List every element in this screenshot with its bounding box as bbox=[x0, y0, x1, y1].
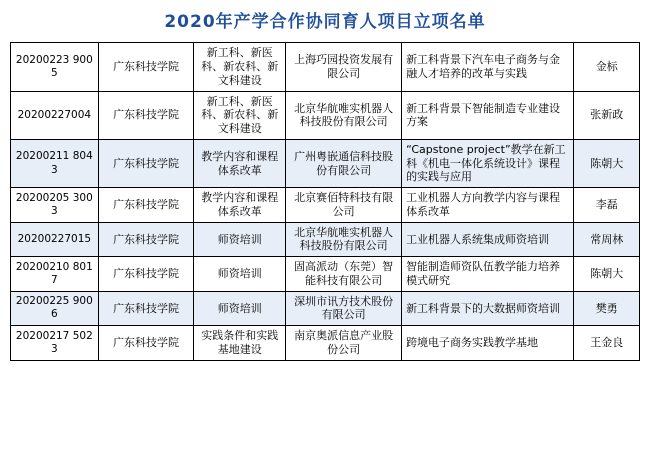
cell-school: 广东科技学院 bbox=[98, 291, 194, 326]
table-row bbox=[11, 188, 640, 223]
table-row bbox=[11, 139, 640, 187]
cell-code: 20200217 5023 bbox=[11, 326, 99, 361]
cell-type: 师资培训 bbox=[194, 222, 286, 257]
cell-code: 20200227004 bbox=[11, 91, 99, 139]
cell-school: 广东科技学院 bbox=[98, 43, 194, 91]
cell-project: 智能制造师资队伍教学能力培养模式研究 bbox=[402, 257, 574, 292]
table-row bbox=[11, 222, 640, 257]
table-body bbox=[11, 43, 640, 360]
cell-type: 新工科、新医科、新农科、新文科建设 bbox=[194, 91, 286, 139]
cell-code: 20200205 3003 bbox=[11, 188, 99, 223]
cell-person: 王金良 bbox=[574, 326, 640, 361]
table-row bbox=[11, 291, 640, 326]
project-listing-table bbox=[10, 42, 640, 360]
cell-person: 陈朝大 bbox=[574, 257, 640, 292]
cell-company: 北京赛佰特科技有限公司 bbox=[286, 188, 402, 223]
cell-person: 李磊 bbox=[574, 188, 640, 223]
cell-project: 新工科背景下的大数据师资培训 bbox=[402, 291, 574, 326]
cell-school: 广东科技学院 bbox=[98, 222, 194, 257]
cell-school: 广东科技学院 bbox=[98, 188, 194, 223]
cell-project: 跨境电子商务实践教学基地 bbox=[402, 326, 574, 361]
cell-project: “Capstone project”教学在新工科《机电一体化系统设计》课程的实践与应用 bbox=[402, 139, 574, 187]
cell-type: 教学内容和课程体系改革 bbox=[194, 188, 286, 223]
table-row bbox=[11, 43, 640, 91]
cell-company: 北京华航唯实机器人科技股份有限公司 bbox=[286, 91, 402, 139]
cell-code: 20200211 8043 bbox=[11, 139, 99, 187]
cell-type: 师资培训 bbox=[194, 291, 286, 326]
table-row bbox=[11, 257, 640, 292]
cell-project: 工业机器人方向教学内容与课程体系改革 bbox=[402, 188, 574, 223]
table-row bbox=[11, 326, 640, 361]
cell-school: 广东科技学院 bbox=[98, 257, 194, 292]
cell-person: 陈朝大 bbox=[574, 139, 640, 187]
cell-code: 20200223 9005 bbox=[11, 43, 99, 91]
cell-project: 新工科背景下智能制造专业建设方案 bbox=[402, 91, 574, 139]
cell-type: 师资培训 bbox=[194, 257, 286, 292]
cell-person: 张新政 bbox=[574, 91, 640, 139]
cell-company: 上海巧园投资发展有限公司 bbox=[286, 43, 402, 91]
table-row bbox=[11, 91, 640, 139]
cell-type: 实践条件和实践基地建设 bbox=[194, 326, 286, 361]
cell-school: 广东科技学院 bbox=[98, 326, 194, 361]
cell-project: 新工科背景下汽车电子商务与金融人才培养的改革与实践 bbox=[402, 43, 574, 91]
cell-code: 20200227015 bbox=[11, 222, 99, 257]
page-title: 2020年产学合作协同育人项目立项名单 bbox=[164, 12, 486, 32]
cell-school: 广东科技学院 bbox=[98, 91, 194, 139]
cell-school: 广东科技学院 bbox=[98, 139, 194, 187]
cell-person: 樊勇 bbox=[574, 291, 640, 326]
cell-person: 金标 bbox=[574, 43, 640, 91]
cell-code: 20200210 8017 bbox=[11, 257, 99, 292]
cell-company: 固高派动（东莞）智能科技有限公司 bbox=[286, 257, 402, 292]
cell-code: 20200225 9006 bbox=[11, 291, 99, 326]
cell-company: 广州粤嵌通信科技股份有限公司 bbox=[286, 139, 402, 187]
cell-company: 南京奥派信息产业股份公司 bbox=[286, 326, 402, 361]
cell-type: 新工科、新医科、新农科、新文科建设 bbox=[194, 43, 286, 91]
cell-company: 深圳市讯方技术股份有限公司 bbox=[286, 291, 402, 326]
cell-company: 北京华航唯实机器人科技股份有限公司 bbox=[286, 222, 402, 257]
cell-type: 教学内容和课程体系改革 bbox=[194, 139, 286, 187]
cell-person: 常周林 bbox=[574, 222, 640, 257]
cell-project: 工业机器人系统集成师资培训 bbox=[402, 222, 574, 257]
